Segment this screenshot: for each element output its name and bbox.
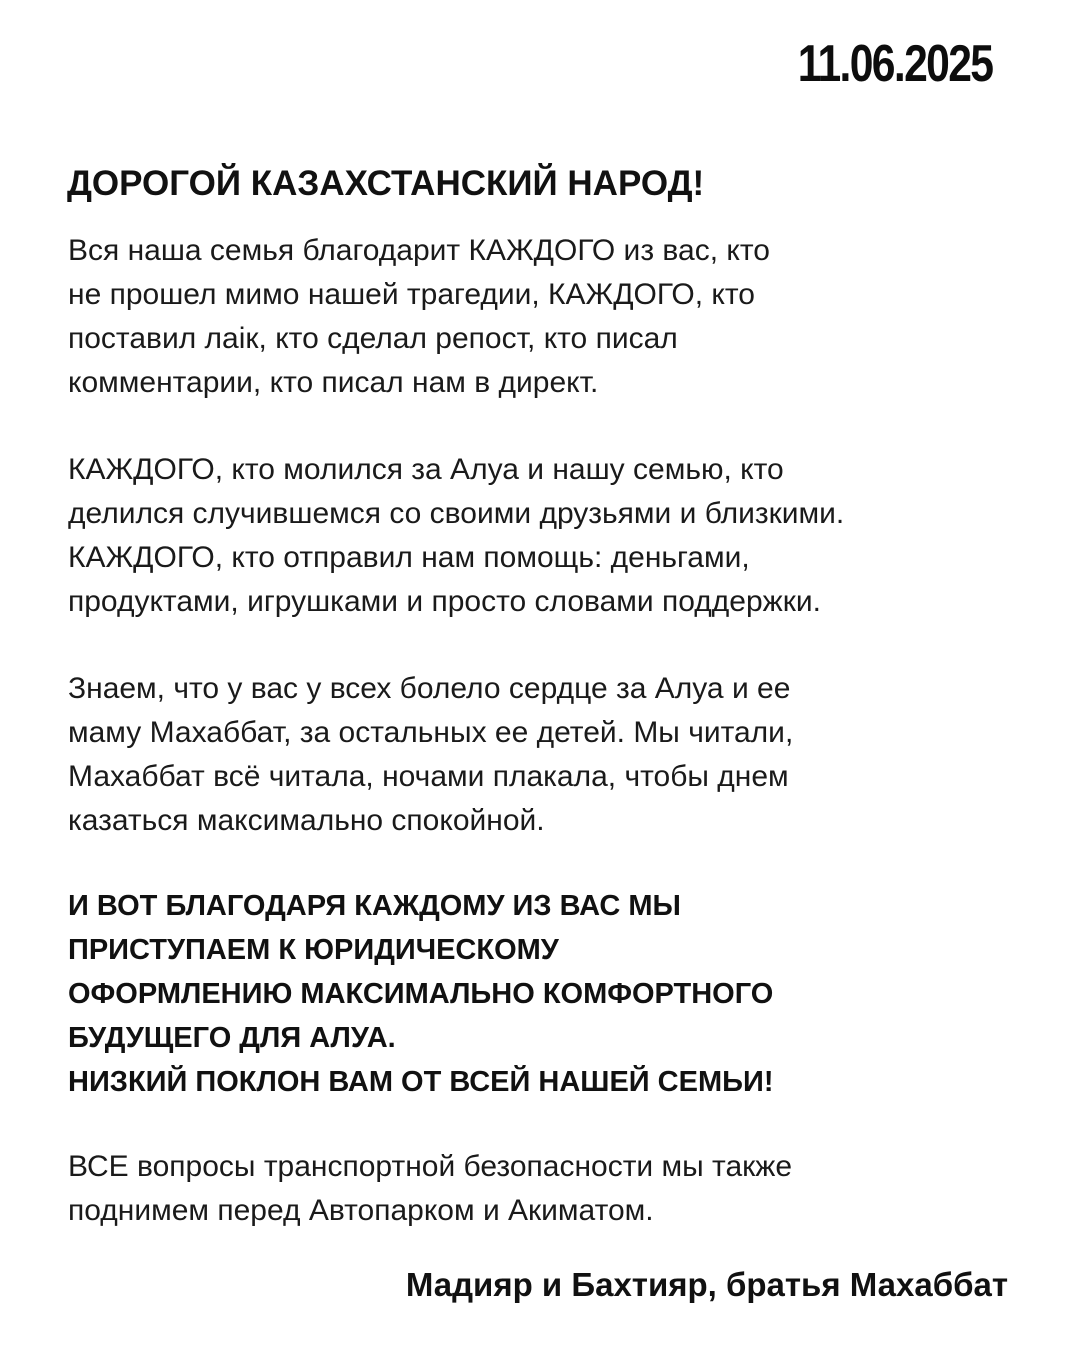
paragraph-mother: Знаем, что у вас у всех болело сердце за Алуа и ее маму Махаббат, за остальных ее детей. Мы читали, Махаббат всё читала, ночами плакала, чтобы днем казаться максимально спокойной. xyxy=(68,672,794,837)
paragraph-prayers-help: КАЖДОГО, кто молился за Алуа и нашу семью, кто делился случившемся со своими друзьями и близкими. КАЖДОГО, кто отправил нам помощь: деньгами, продуктами, игрушками и просто словами поддержки. xyxy=(68,453,845,618)
letter-signature: Мадияр и Бахтияр, братья Махаббат xyxy=(405,1266,1008,1303)
paragraph-transport-safety: ВСЕ вопросы транспортной безопасности мы также поднимем перед Автопарком и Акиматом. xyxy=(68,1150,793,1227)
paragraph-announcement: И ВОТ БЛАГОДАРЯ КАЖДОМУ ИЗ ВАС МЫ ПРИСТУПАЕМ К ЮРИДИЧЕСКОМУ ОФОРМЛЕНИЮ МАКСИМАЛЬНО КОМФОРТНОГО БУДУЩЕГО ДЛЯ АЛУА. НИЗКИЙ ПОКЛОН ВАМ ОТ ВСЕЙ НАШЕЙ СЕМЬИ! xyxy=(68,890,774,1098)
letter-date: 11.06.2025 xyxy=(797,35,992,93)
letter-headline: ДОРОГОЙ КАЗАХСТАНСКИЙ НАРОД! xyxy=(67,164,705,203)
paragraph-gratitude: Вся наша семья благодарит КАЖДОГО из вас, кто не прошел мимо нашей трагедии, КАЖДОГО, кто поставил лаік, кто сделал репост, кто писал комментарии, кто писал нам в директ. xyxy=(68,234,770,399)
